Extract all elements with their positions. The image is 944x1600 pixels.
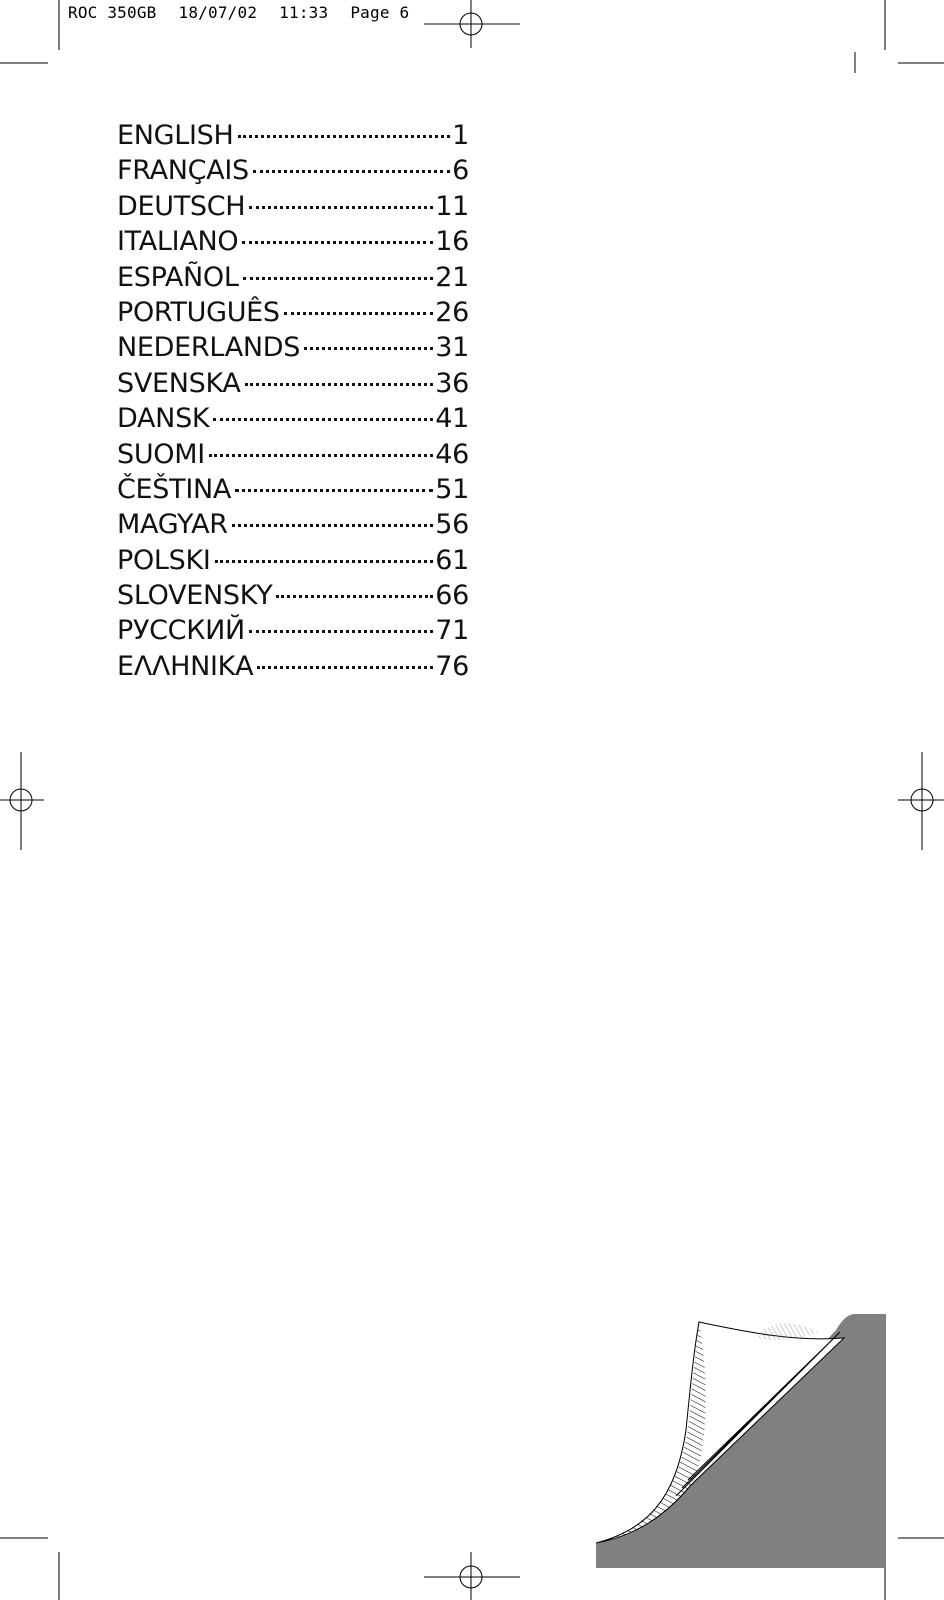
slug-job: ROC 350GB bbox=[68, 3, 157, 22]
toc-entry bbox=[117, 609, 469, 644]
crop-mark-icon bbox=[855, 0, 944, 73]
toc-dot-leader bbox=[235, 468, 433, 492]
toc-page-number: 16 bbox=[435, 226, 469, 256]
table-of-contents bbox=[117, 114, 469, 680]
registration-target-icon bbox=[424, 0, 520, 48]
toc-page-number: 21 bbox=[435, 261, 469, 291]
slug-page: Page 6 bbox=[350, 3, 410, 22]
toc-entry bbox=[117, 256, 469, 291]
toc-dot-leader bbox=[276, 574, 433, 598]
toc-page-number: 31 bbox=[435, 332, 469, 362]
toc-page-number: 1 bbox=[452, 120, 469, 150]
toc-language-label: PORTUGUÊS bbox=[117, 296, 280, 327]
toc-entry bbox=[117, 362, 469, 397]
registration-target-icon bbox=[424, 1552, 520, 1600]
slug-time: 11:33 bbox=[279, 3, 329, 22]
toc-page-number: 41 bbox=[435, 403, 469, 433]
page-curl-illustration bbox=[596, 1310, 886, 1568]
toc-dot-leader bbox=[243, 256, 434, 280]
toc-page-number: 51 bbox=[435, 473, 469, 504]
toc-entry bbox=[117, 468, 469, 503]
toc-entry bbox=[117, 539, 469, 574]
registration-target-icon bbox=[898, 752, 944, 850]
crop-mark-icon bbox=[0, 1538, 59, 1600]
registration-target-icon bbox=[0, 752, 44, 850]
crop-mark-icon bbox=[0, 0, 59, 63]
curl-light-shading bbox=[756, 1323, 818, 1340]
toc-entry bbox=[117, 149, 469, 184]
toc-language-label: DEUTSCH bbox=[117, 190, 246, 221]
toc-dot-leader bbox=[257, 645, 433, 669]
toc-dot-leader bbox=[215, 539, 434, 563]
toc-language-label: ESPAÑOL bbox=[117, 261, 239, 291]
toc-language-label: ENGLISH bbox=[117, 120, 234, 150]
toc-language-label: ΕΛΛΗΝΙΚΑ bbox=[117, 650, 254, 681]
toc-page-number: 46 bbox=[435, 438, 469, 468]
toc-dot-leader bbox=[249, 185, 433, 209]
toc-entry bbox=[117, 645, 469, 680]
toc-page-number: 66 bbox=[435, 580, 469, 610]
toc-language-label: POLSKI bbox=[117, 544, 211, 575]
toc-dot-leader bbox=[284, 291, 433, 315]
toc-language-label: SLOVENSKY bbox=[117, 580, 273, 610]
toc-dot-leader bbox=[245, 362, 434, 386]
toc-language-label: SVENSKA bbox=[117, 367, 241, 398]
toc-language-label: ITALIANO bbox=[117, 226, 239, 256]
toc-language-label: РУССКИЙ bbox=[117, 615, 245, 645]
toc-entry bbox=[117, 185, 469, 220]
toc-entry bbox=[117, 397, 469, 432]
toc-dot-leader bbox=[242, 220, 433, 244]
toc-page-number: 61 bbox=[435, 544, 469, 575]
toc-language-label: ČEŠTINA bbox=[117, 473, 232, 504]
toc-dot-leader bbox=[249, 609, 433, 633]
toc-language-label: MAGYAR bbox=[117, 509, 228, 539]
toc-page-number: 56 bbox=[435, 509, 469, 539]
toc-entry bbox=[117, 503, 469, 538]
toc-page-number: 36 bbox=[435, 367, 469, 398]
toc-dot-leader bbox=[213, 397, 433, 421]
toc-entry bbox=[117, 220, 469, 255]
toc-language-label: DANSK bbox=[117, 403, 210, 433]
toc-dot-leader bbox=[304, 326, 433, 350]
toc-dot-leader bbox=[232, 503, 434, 527]
toc-dot-leader bbox=[209, 433, 433, 457]
toc-language-label: SUOMI bbox=[117, 438, 205, 468]
toc-entry bbox=[117, 433, 469, 468]
toc-page-number: 71 bbox=[435, 615, 469, 645]
toc-dot-leader bbox=[253, 149, 450, 173]
toc-entry bbox=[117, 326, 469, 361]
toc-entry bbox=[117, 574, 469, 609]
toc-page-number: 76 bbox=[435, 650, 469, 681]
toc-language-label: FRANÇAIS bbox=[117, 155, 249, 185]
toc-dot-leader bbox=[238, 114, 451, 138]
toc-entry bbox=[117, 114, 469, 149]
toc-language-label: NEDERLANDS bbox=[117, 332, 301, 362]
toc-entry bbox=[117, 291, 469, 326]
toc-page-number: 26 bbox=[435, 296, 469, 327]
toc-page-number: 6 bbox=[452, 155, 469, 185]
toc-page-number: 11 bbox=[435, 190, 469, 221]
slug-date: 18/07/02 bbox=[178, 3, 258, 22]
